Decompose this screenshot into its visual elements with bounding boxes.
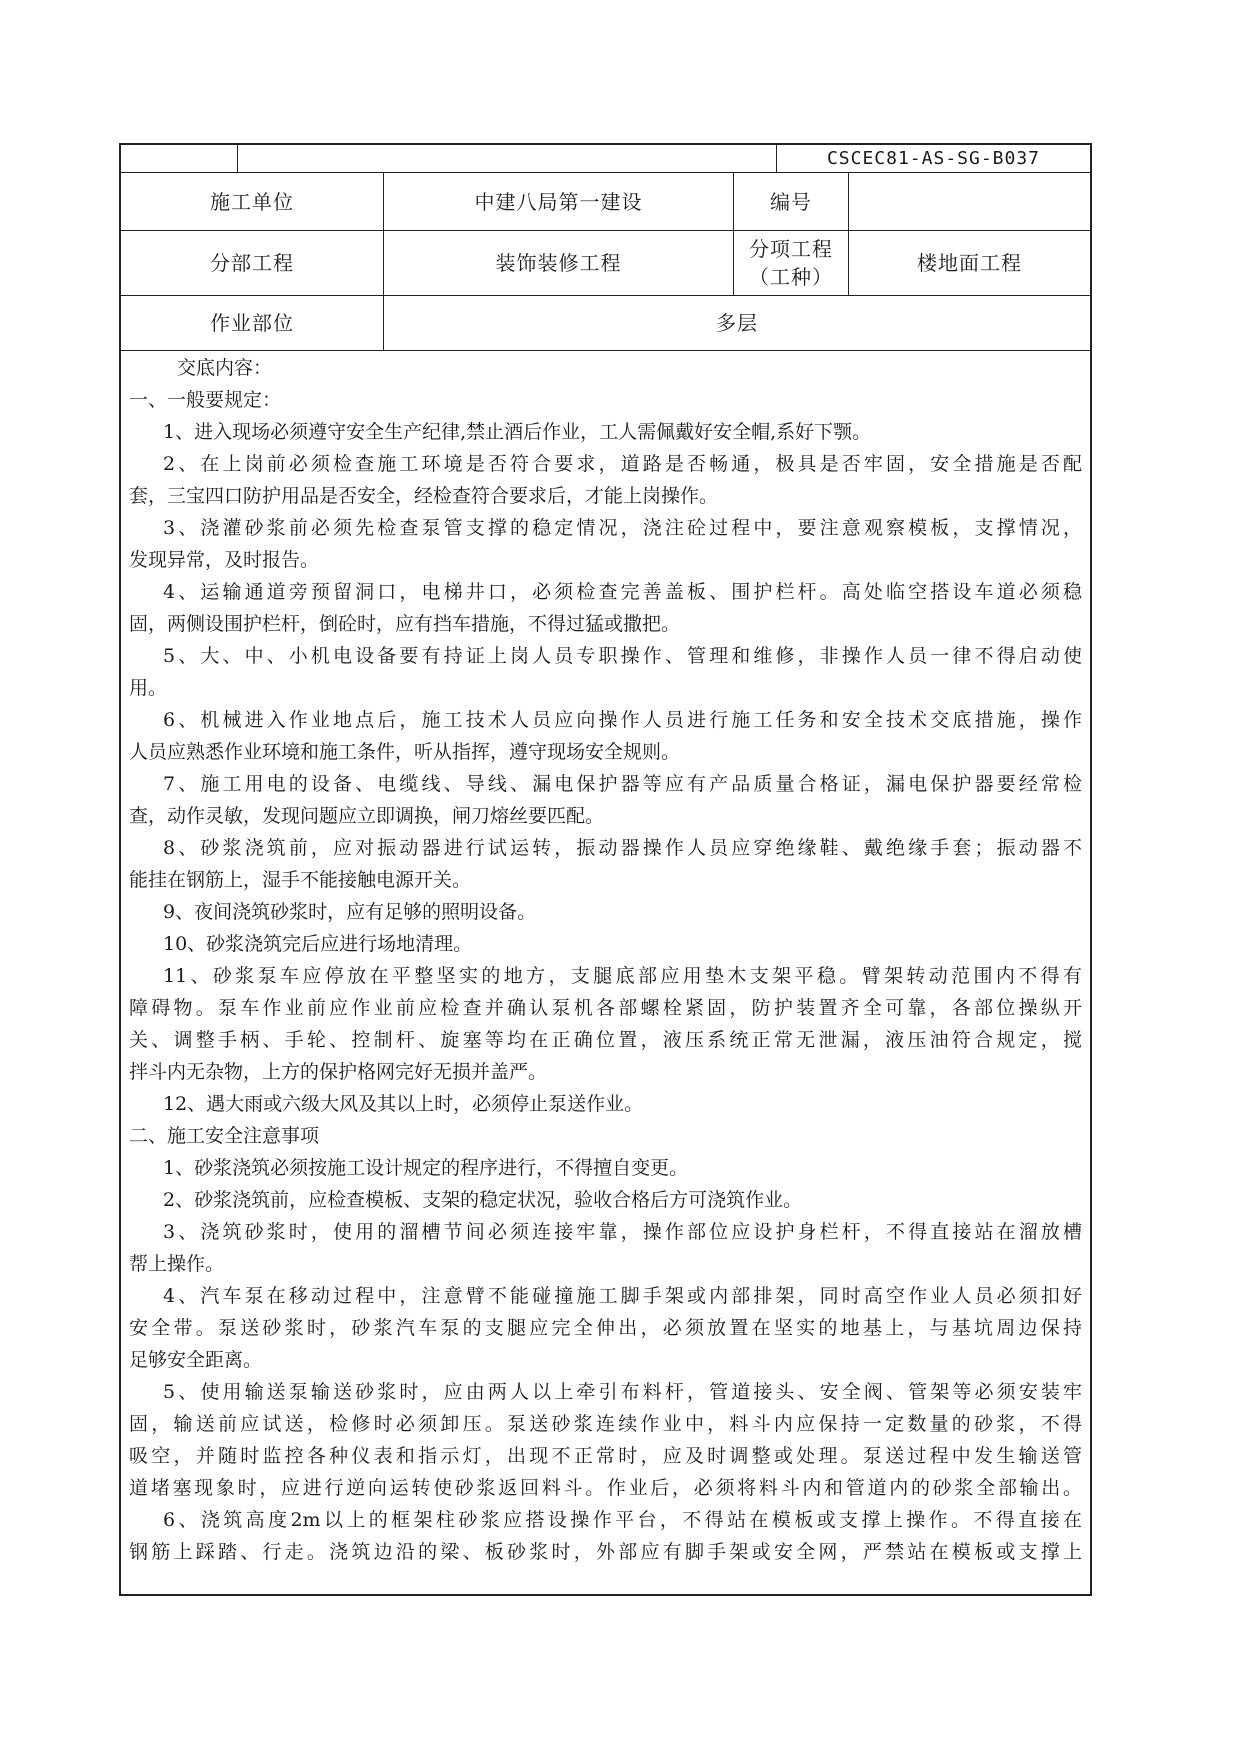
content-line: 4、运输通道旁预留洞口，电梯井口，必须检查完善盖板、围护栏杆。高处临空搭设车道必须稳: [163, 581, 1082, 603]
subitem-value: 楼地面工程: [917, 251, 1022, 275]
construction-unit-value: 中建八局第一建设: [474, 189, 643, 214]
content-line: 12、遇大雨或六级大风及其以上时，必须停止泵送作业。: [163, 1093, 644, 1115]
row-divider: [121, 350, 1090, 351]
content-line: 5、大、中、小机电设备要有持证上岗人员专职操作、管理和维修，非操作人员一律不得启动使: [163, 645, 1082, 667]
division-label: 分部工程: [210, 251, 294, 275]
subitem-label-line2: （工种）: [749, 265, 833, 289]
content-line: 一、一般要规定：: [129, 389, 282, 411]
number-label: 编号: [770, 189, 812, 214]
content-line: 固，两侧设围护栏杆，倒砼时，应有挡车措施，不得过猛或撒把。: [129, 613, 681, 635]
division-value: 装饰装修工程: [495, 251, 622, 275]
content-line: 固，输送前应试送，检修时必须卸压。泵送砂浆连续作业中，料斗内应保持一定数量的砂浆，不得: [129, 1413, 1082, 1435]
content-line: 9、夜间浇筑砂浆时，应有足够的照明设备。: [163, 901, 537, 923]
document-code: CSCEC81-AS-SG-B037: [826, 147, 1041, 169]
content-line: 足够安全距离。: [129, 1349, 263, 1371]
content-line: 吸空，并随时监控各种仪表和指示灯，出现不正常时，应及时调整或处理。泵送过程中发生输送管: [129, 1445, 1082, 1467]
content-line: 发现异常，及时报告。: [129, 549, 320, 571]
content-line: 安全带。泵送砂浆时，砂浆汽车泵的支腿应完全伸出，必须放置在坚实的地基上，与基坑周边保持: [129, 1317, 1082, 1339]
construction-unit-label: 施工单位: [210, 189, 294, 214]
subitem-label-line1: 分项工程: [749, 237, 833, 261]
content-line: 交底内容：: [177, 357, 273, 379]
content-line: 拌斗内无杂物，上方的保护格网完好无损并盖严。: [129, 1061, 548, 1083]
content-line: 6、浇筑高度2m以上的框架柱砂浆应搭设操作平台，不得站在模板或支撑上操作。不得直接在: [163, 1509, 1082, 1531]
content-line: 用。: [129, 677, 168, 699]
briefing-content: [129, 352, 1082, 1568]
content-line: 2、在上岗前必须检查施工环境是否符合要求，道路是否畅通，极具是否牢固，安全措施是否配: [163, 453, 1082, 475]
content-line: 钢筋上踩踏、行走。浇筑边沿的梁、板砂浆时，外部应有脚手架或安全网，严禁站在模板或支撑上: [129, 1541, 1082, 1563]
content-line: 3、浇筑砂浆时，使用的溜槽节间必须连接牢靠，操作部位应设护身栏杆，不得直接站在溜放槽: [163, 1221, 1082, 1243]
content-line: 11、砂浆泵车应停放在平整坚实的地方，支腿底部应用垫木支架平稳。臂架转动范围内不得有: [163, 965, 1082, 987]
location-label: 作业部位: [210, 311, 294, 335]
content-line: 道堵塞现象时，应进行逆向运转使砂浆返回料斗。作业后，必须将料斗内和管道内的砂浆全部输出。: [129, 1477, 1082, 1499]
content-line: 套，三宝四口防护用品是否安全，经检查符合要求后，才能上岗操作。: [129, 485, 719, 507]
content-line: 查，动作灵敏，发现问题应立即调换，闸刀熔丝要匹配。: [129, 805, 605, 827]
content-line: 8、砂浆浇筑前，应对振动器进行试运转，振动器操作人员应穿绝缘鞋、戴绝缘手套；振动器不: [163, 837, 1082, 859]
content-line: 2、砂浆浇筑前，应检查模板、支架的稳定状况，验收合格后方可浇筑作业。: [163, 1189, 803, 1211]
location-value: 多层: [716, 311, 758, 335]
content-line: 5、使用输送泵输送砂浆时，应由两人以上牵引布料杆，管道接头、安全阀、管架等必须安装牢: [163, 1381, 1082, 1403]
content-line: 3、浇灌砂浆前必须先检查泵管支撑的稳定情况，浇注砼过程中，要注意观察模板，支撑情况，: [163, 517, 1082, 539]
number-value: [849, 173, 1090, 230]
content-line: 1、砂浆浇筑必须按施工设计规定的程序进行，不得擅自变更。: [163, 1157, 689, 1179]
content-line: 4、汽车泵在移动过程中，注意臂不能碰撞施工脚手架或内部排架，同时高空作业人员必须扣好: [163, 1285, 1082, 1307]
content-line: 二、施工安全注意事项: [129, 1125, 320, 1147]
content-line: 1、进入现场必须遵守安全生产纪律,禁止酒后作业，工人需佩戴好安全帽,系好下颚。: [163, 421, 872, 443]
col-divider: [237, 145, 238, 172]
content-line: 能挂在钢筋上，湿手不能接触电源开关。: [129, 869, 472, 891]
content-line: 7、施工用电的设备、电缆线、导线、漏电保护器等应有产品质量合格证，漏电保护器要经常检: [163, 773, 1082, 795]
content-line: 帮上操作。: [129, 1253, 225, 1275]
subitem-label: [734, 231, 848, 295]
content-line: 10、砂浆浇筑完后应进行场地清理。: [163, 933, 473, 955]
content-line: 6、机械进入作业地点后，施工技术人员应向操作人员进行施工任务和安全技术交底措施，操作: [163, 709, 1082, 731]
content-line: 关、调整手柄、手轮、控制杆、旋塞等均在正确位置，液压系统正常无泄漏，液压油符合规定，搅: [129, 1029, 1082, 1051]
content-line: 人员应熟悉作业环境和施工条件，听从指挥，遵守现场安全规则。: [129, 741, 681, 763]
content-line: 障碍物。泵车作业前应作业前应检查并确认泵机各部螺栓紧固，防护装置齐全可靠，各部位操纵开: [129, 997, 1082, 1019]
